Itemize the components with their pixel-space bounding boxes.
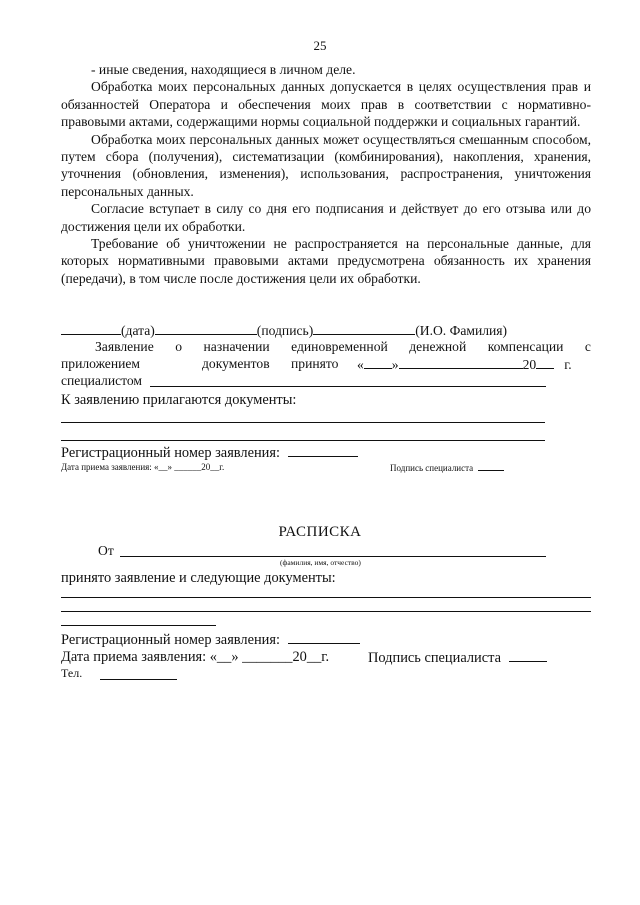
registration-number-row (61, 444, 358, 462)
receipt-accepted-label: принято заявление и следующие документы: (61, 570, 336, 586)
receipt-date-row (61, 649, 329, 666)
receipt-title: РАСПИСКА (278, 524, 362, 540)
receipt-registration-label: Регистрационный номер заявления: (61, 632, 281, 648)
receipt-date-label: Дата приема заявления: «__» _______20__г. (61, 649, 330, 665)
attached-docs-line-2 (61, 440, 545, 441)
page-number: 25 (313, 38, 327, 53)
signature-row (61, 322, 507, 339)
paragraph-other-info: - иные сведения, находящиеся в личном деле. (91, 62, 356, 77)
receipt-specialist-signature-row (368, 649, 547, 667)
receipt-specialist-signature-label: Подпись специалиста (368, 650, 501, 666)
attached-docs-line-1 (61, 422, 545, 423)
receipt-date-small: Дата приема заявления: «__» ______20__г. (61, 462, 225, 472)
specialist-signature-small: Подпись специалиста (390, 462, 504, 473)
receipt-docs-line-2 (61, 611, 591, 612)
receipt-from-underline (120, 556, 546, 557)
consent-text (61, 61, 591, 287)
specialist-line: специалистом (61, 373, 143, 388)
full-name-caption: (фамилия, имя, отчество) (280, 558, 361, 567)
name-caption: (И.О. Фамилия) (415, 323, 508, 338)
paragraph-consent-validity: Согласие вступает в силу со дня его подписания и действует до его отзыва или до достижения цели их обработки. (61, 201, 591, 234)
receipt-from-row (98, 543, 114, 559)
receipt-phone-label: Тел. (61, 666, 83, 680)
receipt-docs-line-3 (61, 625, 216, 626)
date-caption: (дата) (121, 323, 155, 338)
application-line-1: Заявление о назначении единовременной денежной компенсации с (95, 339, 591, 354)
registration-number-label: Регистрационный номер заявления: (61, 445, 281, 461)
paragraph-processing-method: Обработка моих персональных данных может осуществляться смешанным способом, путем сбора (получения), систематизации (комбинирования), накопления, хранения, уточнения (обновления, изменения), использования, распространения, уничтожения персональных данных. (61, 131, 591, 199)
signature-caption: (подпись) (256, 323, 314, 338)
attached-documents-label: К заявлению прилагаются документы: (61, 392, 297, 408)
receipt-registration-row (61, 631, 360, 649)
document-page: 25 - иные сведения, находящиеся в личном деле. Обработка моих персональных данных допускается в целях осуществления прав и обязанностей Оператора и обеспечения моих прав в соответствии с нормативно-правовыми актами, содержащими нормы социальной поддержки и социальных гарантий. Обработка моих персональных данных может осуществляться смешанным способом, путем сбора (получения), систематизации (комбинирования), накопления, хранения, уточнения (обновления, изменения), использования, распространения, уничтожения персональных данных. Согласие вступает в силу со дня его подписания и действует до его отзыва или до достижения цели их обработки. Требование об уничтожении не распространяется на персональные данные, для которых нормативными правовыми актами предусмотрена обязанность их хранения (передачи), в том числе после достижения цели их обработки. (дата) (подпись) (И.О. Фамилия) Заявление о назначении единовременной денежной компенсации с приложением документов принято « » 20 г. специалистом К заявлению прилагаются документы: Регистрационный номер заявления: Дата приема заявления: «__» ______20__г. Подпись специалиста РАСПИСКА От (фамилия, имя, отчество) принято заявление и следующие документы: Регистрационный номер заявления: Дата приема заявления: «__» _______20__г. Подпись специалиста Тел. (0, 0, 640, 905)
specialist-underline (150, 386, 546, 387)
receipt-phone-row (61, 666, 82, 681)
receipt-from-label: От (98, 543, 114, 558)
paragraph-destruction-requirement: Требование об уничтожении не распространяется на персональные данные, для которых нормативными правовыми актами предусмотрена обязанность их хранения (передачи), в том числе после достижения цели их обработки. (61, 236, 591, 286)
paragraph-purpose: Обработка моих персональных данных допускается в целях осуществления прав и обязанностей Оператора и обеспечения моих прав в соответствии с нормативно-правовыми актами, содержащими нормы социальной поддержки и социальных гарантий. (61, 79, 591, 130)
receipt-phone-underline (100, 679, 177, 680)
receipt-docs-line-1 (61, 597, 591, 598)
